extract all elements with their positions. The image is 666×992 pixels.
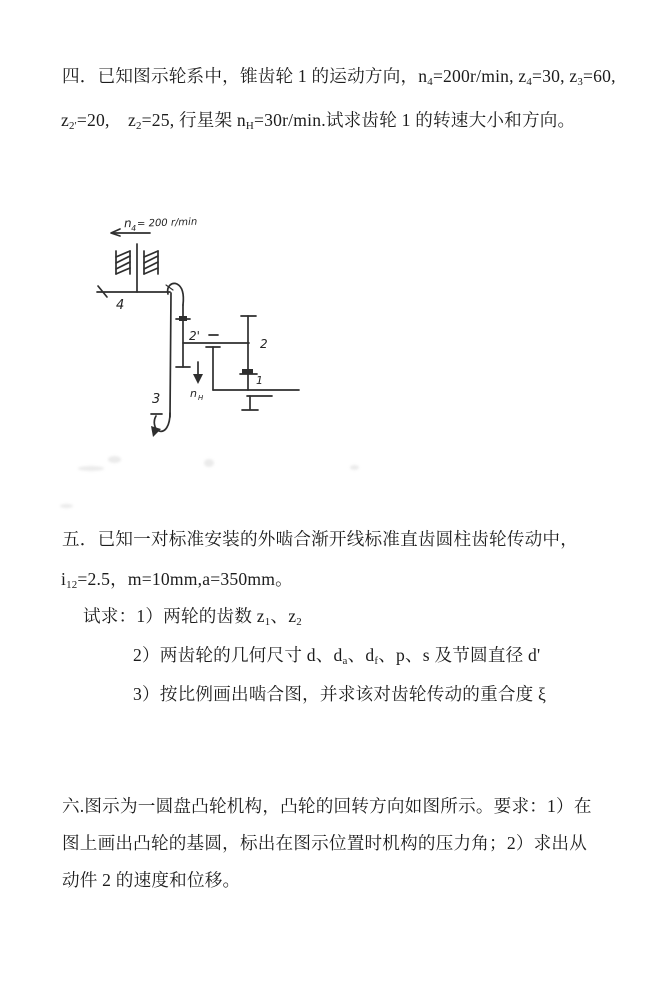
n4-label-base: n xyxy=(123,215,132,231)
question4-line2: $z_{2'}=20$, $z_2=25$, 行星架 $n_H=30r/\min$.试求齿轮 1 的转速大小和方向。 xyxy=(61,110,576,133)
question5-line2: $i_{12}=2.5$，m=10mm,a=350mm。 xyxy=(61,569,293,592)
scan-smudge xyxy=(78,466,104,471)
gear3-label: 3 xyxy=(152,392,161,407)
question6-line1: 六.图示为一圆盘凸轮机构，凸轮的回转方向如图所示。要求：1）在 xyxy=(62,796,592,816)
gear4-label: 4 xyxy=(116,298,125,313)
question5-item3: 3）按比例画出啮合图，并求该对齿轮传动的重合度 ξ xyxy=(133,684,547,704)
question5-item1: 试求：1）两轮的齿数 $z_1$、$z_2$ xyxy=(83,606,302,629)
scan-smudge xyxy=(108,456,121,463)
gear2-label: 2 xyxy=(260,337,268,351)
gear-train-figure xyxy=(85,200,315,450)
gear2prime-label: 2' xyxy=(189,329,200,343)
bearing-block-right-icon xyxy=(144,251,158,274)
scan-smudge xyxy=(350,465,359,470)
n4-label-value: = 200 r/min xyxy=(136,216,198,230)
scan-smudge xyxy=(204,459,214,467)
question6-line2: 图上画出凸轮的基圆，标出在图示位置时机构的压力角；2）求出从 xyxy=(62,833,588,853)
question4-line1: 四．已知图示轮系中，锥齿轮 1 的运动方向，$n_4=200r/\min$, $z_4=30$, $z_3=60$, xyxy=(62,66,616,89)
question5-item2: 2）两齿轮的几何尺寸 d、$d_a$、$d_f$、p、s 及节圆直径 d' xyxy=(133,645,541,668)
question5-line1: 五．已知一对标准安装的外啮合渐开线标准直齿圆柱齿轮传动中， xyxy=(62,529,579,549)
nh-label-sub: H xyxy=(198,394,204,402)
gear3-line xyxy=(170,293,171,417)
nh-label-base: n xyxy=(190,387,197,400)
carrier-direction-arrow-icon xyxy=(193,362,203,384)
speed-label-n4 xyxy=(124,214,198,234)
gear2prime-hub xyxy=(179,316,187,321)
bevel-arc-hook xyxy=(168,283,184,305)
scan-smudge xyxy=(60,504,73,508)
bearing-block-left-icon xyxy=(116,251,130,274)
question6-line3: 动件 2 的速度和位移。 xyxy=(62,870,241,890)
gear1-label: 1 xyxy=(256,374,263,387)
n4-label-sub: 4 xyxy=(131,223,137,234)
